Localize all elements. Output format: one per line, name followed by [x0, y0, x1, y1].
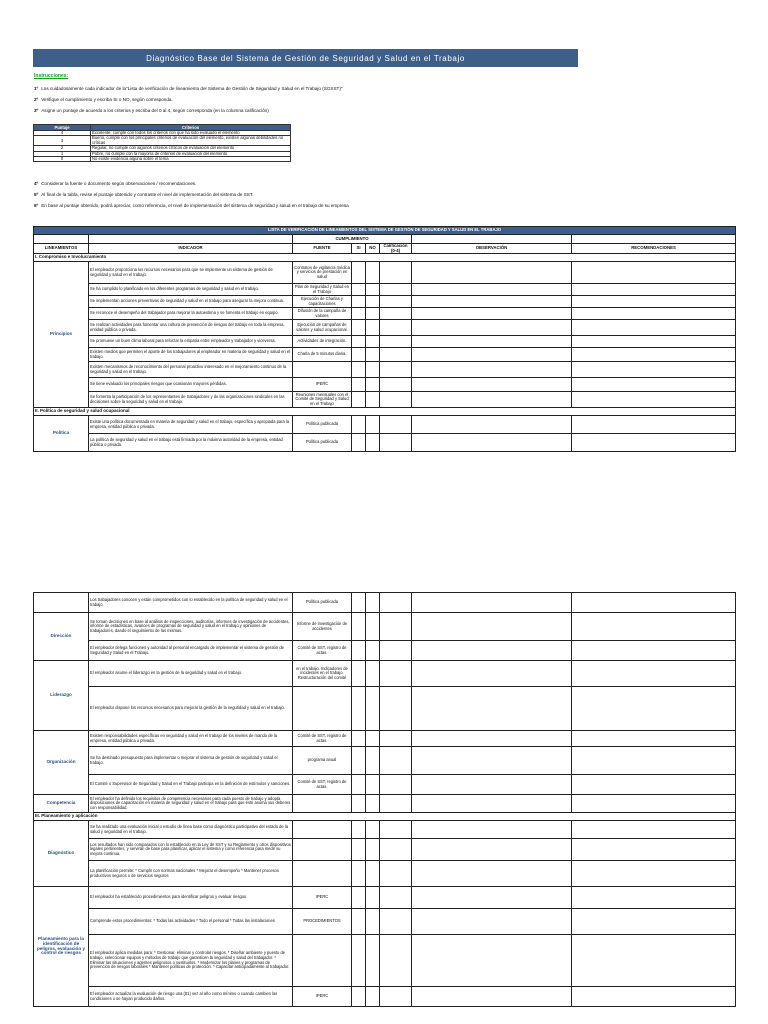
calificacion-cell[interactable]	[380, 434, 412, 452]
recomendaciones-cell[interactable]	[572, 641, 736, 661]
recomendaciones-cell[interactable]	[572, 747, 736, 775]
checklist-table	[33, 226, 736, 452]
lineamiento-cell: Principios	[34, 262, 89, 408]
instructions-heading: Instrucciones:	[34, 73, 69, 79]
observacion-cell[interactable]	[412, 731, 572, 747]
indicador-cell: Se toman decisiones en base al análisis de inspecciones, auditorías, informes de investigación de accidentes, informe de estadísticas, avances de programas de seguridad y salud en el trabajo y opiniones de trabajadores, dando el seguimiento de las mismas.	[89, 613, 293, 641]
instruction-step: 1º Los cuidadosamente cada indicador de la"Lista de verificación de lineamiento del Sistema de Gestión de Seguridad y Salud en el Trabajo (SGSST)"	[34, 86, 343, 91]
indicador-cell: Se fomenta la participación de los representantes de trabajadores y de las organizaciones sindicales en las decisiones sobre la seguridad y salud en el trabajo.	[89, 392, 293, 408]
indicador-cell: Existe una política documentada en materia de seguridad y salud en el trabajo, específica y apropiada para la empresa, entidad pública o privada.	[89, 416, 293, 434]
fuente-cell: Actividades de integración.	[293, 336, 352, 348]
table-row: 3 Bueno, cumple con los principales criterios de evaluación del elemento, existen algunas debilidades no críticas	[34, 136, 291, 146]
si-cell[interactable]	[352, 987, 366, 1007]
table-row	[34, 308, 736, 320]
observacion-cell[interactable]	[412, 378, 572, 392]
no-cell[interactable]	[366, 434, 380, 452]
fuente-cell: Política publicada	[293, 593, 352, 613]
instruction-step: 5º Al final de la tabla, revise el puntaje obtenido y contraste el nivel de implementación del sistema de SST.	[34, 192, 254, 197]
no-cell[interactable]	[366, 378, 380, 392]
calificacion-cell[interactable]	[380, 308, 412, 320]
fuente-cell	[293, 935, 352, 987]
recomendaciones-cell[interactable]	[572, 935, 736, 987]
no-cell[interactable]	[366, 348, 380, 362]
calificacion-cell[interactable]	[380, 296, 412, 308]
indicador-cell: Se tiene evaluado los principales riesgos que ocasionan mayores pérdidas.	[89, 378, 293, 392]
observacion-cell[interactable]	[412, 308, 572, 320]
lineamiento-cell: Liderazgo	[34, 661, 89, 731]
calificacion-cell[interactable]	[380, 861, 412, 887]
recomendaciones-cell[interactable]	[572, 336, 736, 348]
fuente-cell	[293, 839, 352, 861]
page-title: Diagnóstico Base del Sistema de Gestión de Seguridad y Salud en el Trabajo	[33, 49, 578, 67]
calificacion-cell[interactable]	[380, 262, 412, 284]
no-cell[interactable]	[366, 795, 380, 813]
recomendaciones-cell[interactable]	[572, 731, 736, 747]
no-cell[interactable]	[366, 308, 380, 320]
recomendaciones-cell[interactable]	[572, 434, 736, 452]
no-cell[interactable]	[366, 641, 380, 661]
calificacion-cell[interactable]	[380, 613, 412, 641]
table-row	[34, 687, 736, 731]
si-cell[interactable]	[352, 687, 366, 731]
fuente-cell: Ejecución de campañas de valores y salud ocupacional.	[293, 320, 352, 336]
observacion-cell[interactable]	[412, 593, 572, 613]
indicador-cell: El Comité o Supervisor de Seguridad y Salud en el Trabajo participa en la definición de estímulos y sanciones.	[89, 775, 293, 795]
recomendaciones-cell[interactable]	[572, 284, 736, 296]
table-row	[34, 935, 736, 987]
instruction-step: 3º Asigne un puntaje de acuerdo a los criterios y escriba del 0 al 4, según corresponda (en la columna calificación)	[34, 108, 269, 113]
no-cell[interactable]	[366, 336, 380, 348]
recomendaciones-cell[interactable]	[572, 861, 736, 887]
indicador-cell: El empleador dispone los recursos necesarios para mejorar la gestión de la seguridad y salud en el trabajo.	[89, 687, 293, 731]
si-cell[interactable]	[352, 378, 366, 392]
si-cell[interactable]	[352, 434, 366, 452]
observacion-cell[interactable]	[412, 641, 572, 661]
calificacion-cell[interactable]	[380, 348, 412, 362]
lineamiento-cell: Diagnóstico	[34, 821, 89, 887]
score-header-criterios: Criterios	[91, 125, 291, 131]
recomendaciones-cell[interactable]	[572, 821, 736, 839]
si-cell[interactable]	[352, 262, 366, 284]
col-calificacion: Calificación (0-4)	[380, 244, 412, 254]
calificacion-cell[interactable]	[380, 593, 412, 613]
observacion-cell[interactable]	[412, 687, 572, 731]
fuente-cell: Ejecución de Charlas y capacitaciones	[293, 296, 352, 308]
table-row	[34, 392, 736, 408]
no-cell[interactable]	[366, 284, 380, 296]
no-cell[interactable]	[366, 821, 380, 839]
indicador-cell: La política de seguridad y salud en el trabajo está firmada por la máxima autoridad de la empresa, entidad pública o privada.	[89, 434, 293, 452]
no-cell[interactable]	[366, 392, 380, 408]
no-cell[interactable]	[366, 775, 380, 795]
si-cell[interactable]	[352, 909, 366, 935]
observacion-cell[interactable]	[412, 747, 572, 775]
recomendaciones-cell[interactable]	[572, 661, 736, 687]
no-cell[interactable]	[366, 613, 380, 641]
indicador-cell: El empleador ha establecido procedimientos para identificar peligros y evaluar riesgos.	[89, 887, 293, 909]
observacion-cell[interactable]	[412, 336, 572, 348]
table-row	[34, 775, 736, 795]
observacion-cell[interactable]	[412, 434, 572, 452]
no-cell[interactable]	[366, 861, 380, 887]
checklist-table-continued	[33, 592, 736, 1007]
table-row: 2 Regular, no cumple con algunos criterios críticos de evaluación del elemento	[34, 146, 291, 151]
calificacion-cell[interactable]	[380, 320, 412, 336]
observacion-cell[interactable]	[412, 362, 572, 378]
fuente-cell	[293, 795, 352, 813]
si-cell[interactable]	[352, 839, 366, 861]
table-row	[34, 987, 736, 1007]
section-row	[34, 408, 736, 416]
fuente-cell: Política publicada	[293, 416, 352, 434]
observacion-cell[interactable]	[412, 887, 572, 909]
table-row	[34, 284, 736, 296]
observacion-cell[interactable]	[412, 348, 572, 362]
indicador-cell: Comprende estos procedimientos: * Todas las actividades * Todo el personal * Todas las instalaciones	[89, 909, 293, 935]
si-cell[interactable]	[352, 284, 366, 296]
instruction-step: 4º Considerar la fuente o documento según observaciones / recomendaciones.	[34, 181, 197, 186]
observacion-cell[interactable]	[412, 909, 572, 935]
no-cell[interactable]	[366, 296, 380, 308]
recomendaciones-cell[interactable]	[572, 613, 736, 641]
table-row	[34, 262, 736, 284]
si-cell[interactable]	[352, 641, 366, 661]
table-row	[34, 839, 736, 861]
recomendaciones-cell[interactable]	[572, 296, 736, 308]
col-lineamientos: LINEAMIENTOS	[34, 244, 89, 254]
calificacion-cell[interactable]	[380, 747, 412, 775]
calificacion-cell[interactable]	[380, 821, 412, 839]
si-cell[interactable]	[352, 775, 366, 795]
si-cell[interactable]	[352, 747, 366, 775]
fuente-cell: IPERC	[293, 378, 352, 392]
indicador-cell: Los trabajadores conocen y están comprometidos con lo establecido en la política de seguridad y salud en el trabajo.	[89, 593, 293, 613]
no-cell[interactable]	[366, 987, 380, 1007]
indicador-cell: El empleador asume el liderazgo en la gestión de la seguridad y salud en el trabajo.	[89, 661, 293, 687]
si-cell[interactable]	[352, 320, 366, 336]
fuente-cell: Contratos de vigilancia médica y servicios de prestación en salud	[293, 262, 352, 284]
indicador-cell: Se reconoce el desempeño del trabajador para mejorar la autoestima y se fomenta el trabajo en equipo.	[89, 308, 293, 320]
section-row	[34, 813, 736, 821]
calificacion-cell[interactable]	[380, 661, 412, 687]
fuente-cell: programa anual	[293, 747, 352, 775]
recomendaciones-cell[interactable]	[572, 416, 736, 434]
indicador-cell: Existen mecanismos de reconocimiento del personal proactivo interesado en el mejoramiento continuo de la seguridad y salud en el trabajo.	[89, 362, 293, 378]
fuente-cell: Reuniones mensuales con el Comité de Seguridad y Salud en el Trabajo	[293, 392, 352, 408]
indicador-cell: Los resultados han sido comparados con lo establecido en la Ley de SST y su Reglamento y otros dispositivos legales pertinentes, y servirán de base para planificar, aplicar el sistema y como referencia para medir su mejora continua.	[89, 839, 293, 861]
calificacion-cell[interactable]	[380, 362, 412, 378]
indicador-cell: La planificación permite: * Cumplir con normas nacionales * Mejorar el desempeño * Mantener procesos productivos seguros o de servicios seguros	[89, 861, 293, 887]
calificacion-cell[interactable]	[380, 378, 412, 392]
recomendaciones-cell[interactable]	[572, 348, 736, 362]
fuente-cell: IPERC	[293, 987, 352, 1007]
observacion-cell[interactable]	[412, 661, 572, 687]
recomendaciones-cell[interactable]	[572, 262, 736, 284]
fuente-cell: Política publicada	[293, 434, 352, 452]
no-cell[interactable]	[366, 731, 380, 747]
calificacion-cell[interactable]	[380, 887, 412, 909]
instruction-step: 6º En base al puntaje obtenido, podrá apreciar, como referencia, el nivel de implementación del sistema de seguridad y salud en el trabajo de su empresa	[34, 203, 349, 208]
si-cell[interactable]	[352, 887, 366, 909]
no-cell[interactable]	[366, 262, 380, 284]
fuente-cell: Informe de investigación de accidentes	[293, 613, 352, 641]
indicador-cell: El empleador aplica medidas para: * Gestionar, eliminar y controlar riesgos. * Diseñar ambiente y puesto de trabajo, seleccionar equipos y métodos de trabajo que garanticen la seguridad y salud del trabajador. * Eliminar las situaciones y agentes peligrosos o sustituirlos. * Modernizar los planes y programas de prevención de riesgos laborales * Mantener políticas de protección. * Capacitar anticipadamente al trabajador.	[89, 935, 293, 987]
score-header-puntaje: Puntaje	[34, 125, 91, 131]
no-cell[interactable]	[366, 661, 380, 687]
fuente-cell: Charla de 5 minutos diaria.	[293, 348, 352, 362]
observacion-cell[interactable]	[412, 839, 572, 861]
table-row	[34, 320, 736, 336]
recomendaciones-cell[interactable]	[572, 378, 736, 392]
fuente-cell: Comité de SST, registro de actas.	[293, 731, 352, 747]
indicador-cell: El empleador proporciona los recursos necesarios para que se implemente un sistema de gestión de seguridad y salud en el trabajo.	[89, 262, 293, 284]
fuente-cell: PROCEDIMIENTOS	[293, 909, 352, 935]
table-row	[34, 416, 736, 434]
si-cell[interactable]	[352, 731, 366, 747]
si-cell[interactable]	[352, 348, 366, 362]
col-no: NO	[366, 244, 380, 254]
no-cell[interactable]	[366, 416, 380, 434]
table-row	[34, 909, 736, 935]
table-row	[34, 731, 736, 747]
table-row	[34, 434, 736, 452]
indicador-cell: Se implementan acciones preventivas de seguridad y salud en el trabajo para asegurar la mejora continua.	[89, 296, 293, 308]
si-cell[interactable]	[352, 613, 366, 641]
si-cell[interactable]	[352, 392, 366, 408]
calificacion-cell[interactable]	[380, 687, 412, 731]
table-row	[34, 378, 736, 392]
lineamiento-cell: Planeamiento para la identificación de peligros, evaluación y control de riesgos	[34, 887, 89, 1007]
table-row	[34, 593, 736, 613]
si-cell[interactable]	[352, 593, 366, 613]
table-row	[34, 747, 736, 775]
instruction-step: 2º Verifique el cumplimiento y escriba SI o NO, según corresponda.	[34, 97, 173, 102]
observacion-cell[interactable]	[412, 320, 572, 336]
col-fuente: FUENTE	[293, 244, 352, 254]
checklist-banner: LISTA DE VERIFICACIÓN DE LINEAMIENTOS DEL SISTEMA DE GESTIÓN DE SEGURIDAD Y SALUD EN EL TRABAJO	[34, 227, 736, 235]
calificacion-cell[interactable]	[380, 987, 412, 1007]
fuente-cell: en el trabajo. Indicadores de incidentes en el trabajo. Restructuración del comité	[293, 661, 352, 687]
indicador-cell: El empleador delega funciones y autoridad al personal encargado de implementar el sistema de gestión de Seguridad y Salud en el Trabajo.	[89, 641, 293, 661]
si-cell[interactable]	[352, 661, 366, 687]
observacion-cell[interactable]	[412, 284, 572, 296]
no-cell[interactable]	[366, 593, 380, 613]
observacion-cell[interactable]	[412, 296, 572, 308]
observacion-cell[interactable]	[412, 987, 572, 1007]
section-title: III. Planeamiento y aplicación	[34, 813, 736, 821]
indicador-cell: Existen responsabilidades específicas en seguridad y salud en el trabajo de los niveles de mando de la empresa, entidad pública o privada.	[89, 731, 293, 747]
table-row	[34, 821, 736, 839]
recomendaciones-cell[interactable]	[572, 308, 736, 320]
section-title: II. Política de seguridad y salud ocupacional	[34, 408, 736, 416]
recomendaciones-cell[interactable]	[572, 775, 736, 795]
indicador-cell: Se realizan actividades para fomentar una cultura de prevención de riesgos del trabajo en toda la empresa, entidad pública o privada.	[89, 320, 293, 336]
table-row	[34, 861, 736, 887]
lineamiento-cell: Competencia	[34, 795, 89, 813]
lineamiento-cell: Dirección	[34, 613, 89, 661]
recomendaciones-cell[interactable]	[572, 320, 736, 336]
fuente-cell	[293, 861, 352, 887]
recomendaciones-cell[interactable]	[572, 593, 736, 613]
recomendaciones-cell[interactable]	[572, 362, 736, 378]
observacion-cell[interactable]	[412, 262, 572, 284]
observacion-cell[interactable]	[412, 861, 572, 887]
table-row	[34, 613, 736, 641]
calificacion-cell[interactable]	[380, 416, 412, 434]
calificacion-cell[interactable]	[380, 284, 412, 296]
col-observacion: OBSERVACIÓN	[412, 244, 572, 254]
no-cell[interactable]	[366, 909, 380, 935]
indicador-cell: El empleador actualiza la evaluación de riesgo una (01) vez al año como mínimo o cuando cambien las condiciones o se hayan producido daños.	[89, 987, 293, 1007]
calificacion-cell[interactable]	[380, 775, 412, 795]
calificacion-cell[interactable]	[380, 336, 412, 348]
si-cell[interactable]	[352, 795, 366, 813]
recomendaciones-cell[interactable]	[572, 839, 736, 861]
fuente-cell	[293, 821, 352, 839]
recomendaciones-cell[interactable]	[572, 887, 736, 909]
observacion-cell[interactable]	[412, 613, 572, 641]
indicador-cell: Se ha realizado una evaluación inicial o estudio de línea base como diagnóstico participativo del estado de la salud y seguridad en el trabajo.	[89, 821, 293, 839]
si-cell[interactable]	[352, 296, 366, 308]
observacion-cell[interactable]	[412, 795, 572, 813]
fuente-cell	[293, 687, 352, 731]
section-title: I. Compromiso e Involucramiento	[34, 254, 736, 262]
lineamiento-cell: Política	[34, 416, 89, 452]
table-row	[34, 641, 736, 661]
recomendaciones-cell[interactable]	[572, 909, 736, 935]
fuente-cell	[293, 362, 352, 378]
no-cell[interactable]	[366, 362, 380, 378]
recomendaciones-cell[interactable]	[572, 687, 736, 731]
table-row	[34, 296, 736, 308]
col-indicador: INDICADOR	[89, 244, 293, 254]
si-cell[interactable]	[352, 861, 366, 887]
no-cell[interactable]	[366, 887, 380, 909]
recomendaciones-cell[interactable]	[572, 795, 736, 813]
fuente-cell: IPERC	[293, 887, 352, 909]
observacion-cell[interactable]	[412, 392, 572, 408]
si-cell[interactable]	[352, 308, 366, 320]
no-cell[interactable]	[366, 320, 380, 336]
observacion-cell[interactable]	[412, 935, 572, 987]
indicador-cell: Se promueve un buen clima laboral para reforzar la empatía entre empleador y trabajador y viceversa.	[89, 336, 293, 348]
recomendaciones-cell[interactable]	[572, 987, 736, 1007]
calificacion-cell[interactable]	[380, 795, 412, 813]
fuente-cell: Plan de Seguridad y Salud en el Trabajo	[293, 284, 352, 296]
table-row	[34, 362, 736, 378]
fuente-cell: Comité de SST, registro de actas.	[293, 775, 352, 795]
col-recomendaciones: RECOMENDACIONES	[572, 244, 736, 254]
no-cell[interactable]	[366, 687, 380, 731]
score-criteria-table	[33, 124, 291, 162]
table-row	[34, 348, 736, 362]
si-cell[interactable]	[352, 935, 366, 987]
table-row	[34, 795, 736, 813]
calificacion-cell[interactable]	[380, 731, 412, 747]
no-cell[interactable]	[366, 839, 380, 861]
fuente-cell: Comité de SST, registro de actas.	[293, 641, 352, 661]
col-si: SI	[352, 244, 366, 254]
no-cell[interactable]	[366, 935, 380, 987]
lineamiento-cell: Organización	[34, 731, 89, 795]
table-row	[34, 661, 736, 687]
si-cell[interactable]	[352, 336, 366, 348]
table-row: 4 Excelente, cumple con todos los criterios con que ha sido evaluado el elemento	[34, 131, 291, 136]
recomendaciones-cell[interactable]	[572, 392, 736, 408]
observacion-cell[interactable]	[412, 821, 572, 839]
calificacion-cell[interactable]	[380, 641, 412, 661]
calificacion-cell[interactable]	[380, 935, 412, 987]
indicador-cell: El empleador ha definido los requisitos de competencia necesarios para cada puesto de trabajo y adopta disposiciones de capacitación en materia de seguridad y salud en el trabajo para que éste asuma sus deberes con responsabilidad.	[89, 795, 293, 813]
calificacion-cell[interactable]	[380, 909, 412, 935]
table-row: 1 Pobre, no cumple con la mayoría de criterios de evaluación del elemento	[34, 151, 291, 156]
observacion-cell[interactable]	[412, 416, 572, 434]
calificacion-cell[interactable]	[380, 839, 412, 861]
lineamiento-cell	[34, 593, 89, 613]
cumplimiento-header: CUMPLIMIENTO	[293, 235, 412, 244]
table-row	[34, 336, 736, 348]
indicador-cell: Se ha destinado presupuesto para implementar o mejorar el sistema de gestión de seguridad y salud el trabajo.	[89, 747, 293, 775]
no-cell[interactable]	[366, 747, 380, 775]
table-row	[34, 887, 736, 909]
calificacion-cell[interactable]	[380, 392, 412, 408]
observacion-cell[interactable]	[412, 775, 572, 795]
table-row: 0 No existe evidencia alguna sobre el tema	[34, 157, 291, 162]
indicador-cell: Existen medios que permiten el aporte de los trabajadores al empleador en materia de seguridad y salud en el trabajo.	[89, 348, 293, 362]
section-row	[34, 254, 736, 262]
si-cell[interactable]	[352, 416, 366, 434]
si-cell[interactable]	[352, 821, 366, 839]
fuente-cell: Difusión de la campaña de valores	[293, 308, 352, 320]
indicador-cell: Se ha cumplido lo planificado en los diferentes programas de seguridad y salud en el trabajo.	[89, 284, 293, 296]
si-cell[interactable]	[352, 362, 366, 378]
